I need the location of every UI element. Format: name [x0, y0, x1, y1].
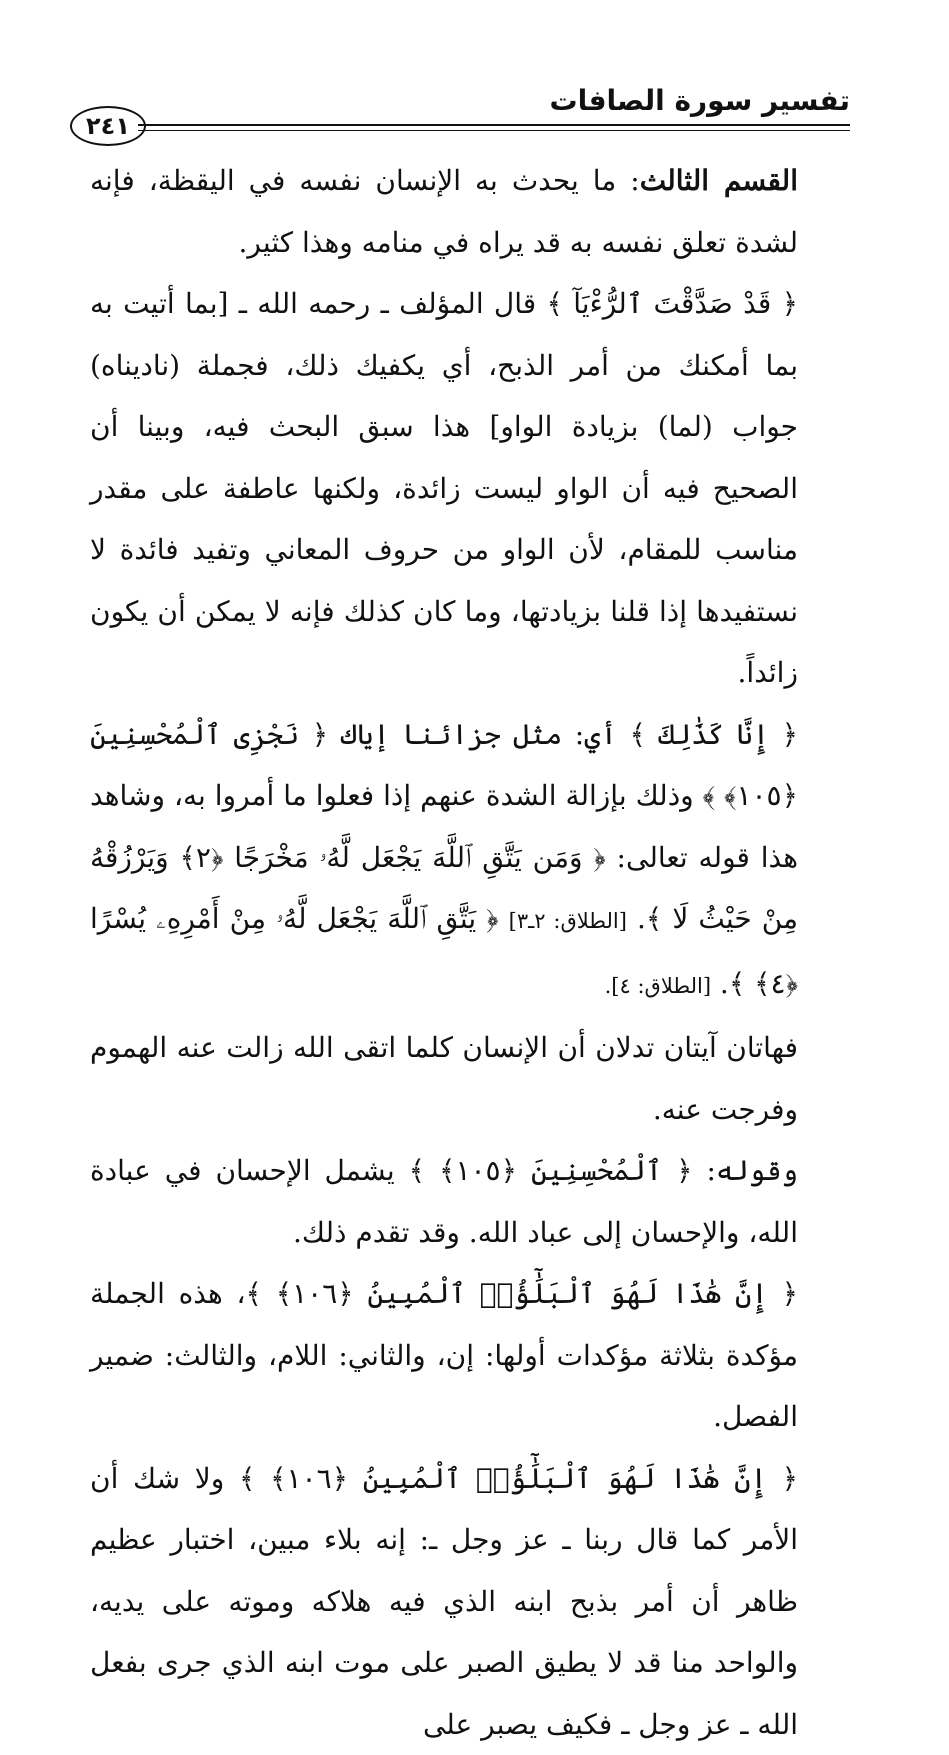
- paragraph: [90, 1448, 838, 1755]
- paragraph-text: فهاتان آيتان تدلان أن الإنسان كلما اتقى الله زالت عنه الهموم وفرجت عنه.: [90, 1031, 798, 1126]
- paragraph-text: وقوله: ﴿ ٱلْمُحْسِنِينَ ﴿١٠٥﴾ ﴾ يشمل الإحسان في عبادة الله، والإحسان إلى عباد الله. وقد تقدم ذلك.: [90, 1154, 798, 1249]
- paragraph-text: ﴿ إِنَّا كَذَٰلِكَ ﴾ أي: مثل جزائنا إياك ﴿ نَجْزِى ٱلْمُحْسِنِينَ ﴿١٠٥﴾ ﴾ وذلك بإزالة الشدة عنهم إذا فعلوا ما أمروا به، وشاهد هذا قوله تعالى: ﴿ وَمَن يَتَّقِ ٱللَّهَ يَجْعَل لَّهُۥ مَخْرَجًا ﴿٢﴾ وَيَرْزُقْهُ مِنْ حَيْثُ لَا ﴾.: [90, 718, 798, 936]
- paragraph-text: ﴿ يَتَّقِ ٱللَّهَ يَجْعَل لَّهُۥ مِنْ أَمْرِهِۦ يُسْرًا ﴿٤﴾ ﴾.: [90, 902, 798, 1000]
- paragraph: [90, 1263, 838, 1448]
- paragraph-text: ﴿ إِنَّ هَٰذَا لَهُوَ ٱلْبَلَٰٓؤُا۟ ٱلْمُبِينُ ﴿١٠٦﴾ ﴾ ولا شك أن الأمر كما قال ربنا ـ عز وجل ـ: إنه بلاء مبين، اختبار عظيم ظاهر أن أمر بذبح ابنه الذي فيه هلاكه وموته على يديه، والواحد منا قد لا يطيق الصبر على موت ابنه الذي جرى بفعل الله ـ عز وجل ـ فكيف يصبر على: [90, 1462, 798, 1741]
- header-rule: [138, 124, 850, 126]
- paragraph: [90, 1017, 838, 1140]
- paragraph: [90, 704, 838, 1018]
- paragraph: [90, 1140, 838, 1263]
- paragraph-text: : ما يحدث به الإنسان نفسه في اليقظة، فإنه لشدة تعلق نفسه به قد يراه في منامه وهذا كثير.: [90, 164, 798, 259]
- running-title: تفسير سورة الصافات: [550, 84, 850, 117]
- paragraph: [90, 150, 838, 273]
- paragraph-text: ﴿ إِنَّ هَٰذَا لَهُوَ ٱلْبَلَٰٓؤُا۟ ٱلْمُبِينُ ﴿١٠٦﴾ ﴾، هذه الجملة مؤكدة بثلاثة مؤكدات أولها: إن، والثاني: اللام، والثالث: ضمير الفصل.: [90, 1277, 798, 1433]
- quran-reference: [الطلاق: ٢ـ٣]: [509, 909, 627, 933]
- body-text: [90, 150, 838, 1755]
- quran-reference: [الطلاق: ٤].: [605, 974, 711, 998]
- paragraph-text: ﴿ قَدْ صَدَّقْتَ ٱلرُّءْيَآ ﴾ قال المؤلف ـ رحمه الله ـ [بما أتيت به بما أمكنك من أمر الذبح، أي يكفيك ذلك، فجملة (ناديناه) جواب (لما) بزيادة الواو] هذا سبق البحث فيه، وبينا أن الصحيح فيه أن الواو ليست زائدة، ولكنها عاطفة على مقدر مناسب للمقام، لأن الواو من حروف المعاني وتفيد فائدة لا نستفيدها إذا قلنا بزيادتها، وما كان كذلك فإنه لا يمكن أن يكون زائداً.: [90, 287, 798, 689]
- page-number: ٢٤١: [70, 106, 146, 146]
- paragraph: [90, 273, 838, 704]
- page-header: [70, 84, 850, 144]
- section-lead: القسم الثالث: [640, 164, 798, 197]
- header-rule-thin: [138, 130, 850, 131]
